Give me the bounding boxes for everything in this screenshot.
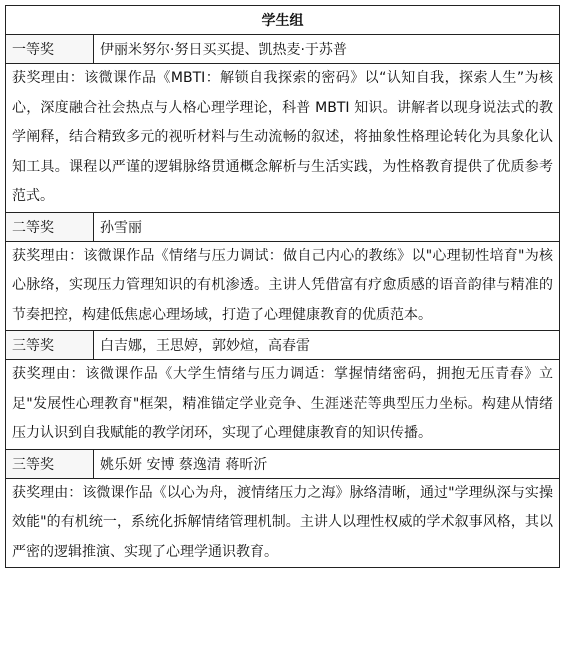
reason-row-third-prize-b bbox=[6, 478, 560, 568]
award-rank: 三等奖 bbox=[6, 449, 94, 478]
award-row-first-prize bbox=[6, 35, 560, 64]
award-winners: 伊丽米努尔·努日买买提、凯热麦·于苏普 bbox=[94, 35, 560, 64]
award-winners: 白吉娜，王思婷，郭妙煊，高春雷 bbox=[94, 331, 560, 360]
reason-row-first-prize bbox=[6, 64, 560, 213]
award-rank: 一等奖 bbox=[6, 35, 94, 64]
reason-row-second-prize bbox=[6, 241, 560, 331]
award-table bbox=[5, 5, 560, 568]
award-row-third-prize-a bbox=[6, 331, 560, 360]
award-winners: 姚乐妍 安博 蔡逸清 蒋昕沂 bbox=[94, 449, 560, 478]
award-reason: 获奖理由：该微课作品《大学生情绪与压力调适：掌握情绪密码，拥抱无压青春》立足"发展性心理教育"框架，精准锚定学业竞争、生涯迷茫等典型压力坐标。构建从情绪压力认识到自我赋能的教学闭环，实现了心理健康教育的知识传播。 bbox=[6, 360, 560, 450]
award-reason: 获奖理由：该微课作品《情绪与压力调试：做自己内心的教练》以"心理韧性培育"为核心脉络，实现压力管理知识的有机渗透。主讲人凭借富有疗愈质感的语音韵律与精准的节奏把控，构建低焦虑心理场域，打造了心理健康教育的优质范本。 bbox=[6, 241, 560, 331]
award-winners: 孙雪丽 bbox=[94, 212, 560, 241]
award-rank: 三等奖 bbox=[6, 331, 94, 360]
reason-row-third-prize-a bbox=[6, 360, 560, 450]
table-title: 学生组 bbox=[6, 6, 560, 35]
award-rank: 二等奖 bbox=[6, 212, 94, 241]
award-row-third-prize-b bbox=[6, 449, 560, 478]
title-row bbox=[6, 6, 560, 35]
award-row-second-prize bbox=[6, 212, 560, 241]
award-reason: 获奖理由：该微课作品《以心为舟，渡情绪压力之海》脉络清晰，通过"学理纵深与实操效能"的有机统一，系统化拆解情绪管理机制。主讲人以理性权威的学术叙事风格，其以严密的逻辑推演、实现了心理学通识教育。 bbox=[6, 478, 560, 568]
award-reason: 获奖理由：该微课作品《MBTI：解锁自我探索的密码》以“认知自我，探索人生”为核心，深度融合社会热点与人格心理学理论，科普 MBTI 知识。讲解者以现身说法式的教学阐释，结合精致多元的视听材料与生动流畅的叙述，将抽象性格理论转化为具象化认知工具。课程以严谨的逻辑脉络贯通概念解析与生活实践，为性格教育提供了优质参考范式。 bbox=[6, 64, 560, 213]
